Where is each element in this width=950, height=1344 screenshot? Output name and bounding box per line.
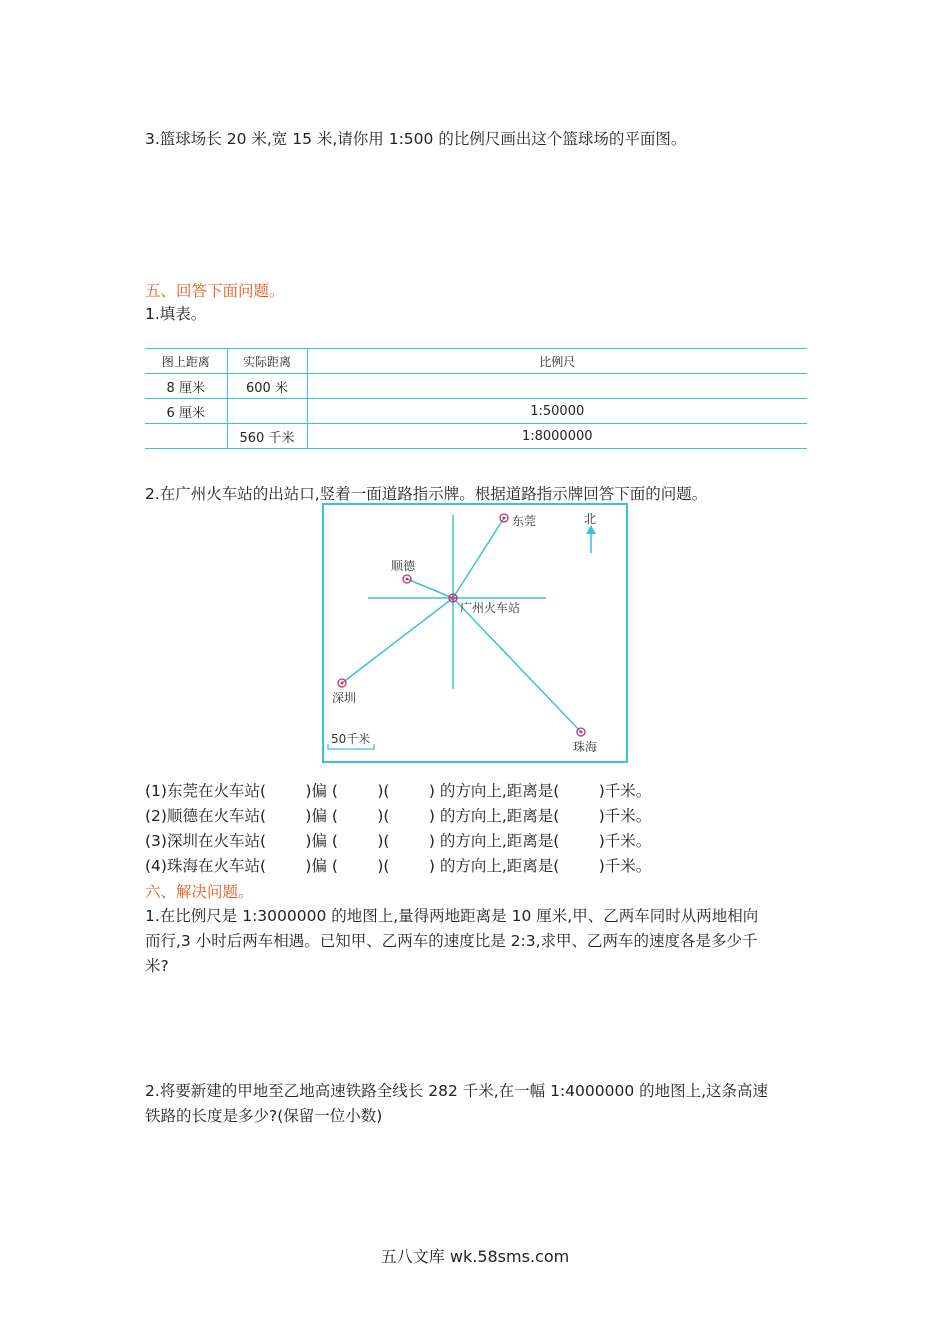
table-row xyxy=(145,399,807,424)
map-border xyxy=(323,504,627,762)
table-cell: 560 千米 xyxy=(227,424,307,449)
table-cell: 1:50000 xyxy=(307,399,807,424)
table-cell: 6 厘米 xyxy=(145,399,227,424)
map-question-1: (1)东莞在火车站( )偏 ( )( ) 的方向上,距离是( )千米。 xyxy=(145,782,652,800)
table-header-cell: 实际距离 xyxy=(227,349,307,374)
map-question-2: (2)顺德在火车站( )偏 ( )( ) 的方向上,距离是( )千米。 xyxy=(145,807,652,825)
table-header-row xyxy=(145,349,807,374)
section-6-heading: 六、解决问题。 xyxy=(145,883,254,901)
section-5-question-1: 1.填表。 xyxy=(145,305,207,323)
fill-table xyxy=(145,348,807,449)
table-row xyxy=(145,374,807,399)
section-5-heading: 五、回答下面问题。 xyxy=(145,282,285,300)
table-row xyxy=(145,424,807,449)
footer-watermark: 五八文库 wk.58sms.com xyxy=(380,1247,570,1266)
table-cell xyxy=(227,399,307,424)
zhuhai-label: 珠海 xyxy=(573,740,598,754)
section-6-question-1-line-3: 米? xyxy=(145,957,169,975)
table-cell: 1:8000000 xyxy=(307,424,807,449)
station-label: 广州火车站 xyxy=(460,601,521,615)
shenzhen-label: 深圳 xyxy=(332,691,357,705)
table-header-cell: 比例尺 xyxy=(307,349,807,374)
table-header-cell: 图上距离 xyxy=(145,349,227,374)
table-cell xyxy=(145,424,227,449)
table-cell: 8 厘米 xyxy=(145,374,227,399)
section-5-question-2: 2.在广州火车站的出站口,竖着一面道路指示牌。根据道路指示牌回答下面的问题。 xyxy=(145,485,708,503)
road-sign-map xyxy=(322,503,628,763)
table-cell xyxy=(307,374,807,399)
section-6-question-2-line-1: 2.将要新建的甲地至乙地高速铁路全线长 282 千米,在一幅 1:4000000 的地图上,这条高速 xyxy=(145,1082,769,1100)
scale-label: 50千米 xyxy=(331,732,371,746)
map-question-4: (4)珠海在火车站( )偏 ( )( ) 的方向上,距离是( )千米。 xyxy=(145,857,652,875)
map-question-3: (3)深圳在火车站( )偏 ( )( ) 的方向上,距离是( )千米。 xyxy=(145,832,652,850)
dongguan-label: 东莞 xyxy=(512,514,537,528)
shunde-label: 顺德 xyxy=(391,559,416,573)
section-6-question-1-line-1: 1.在比例尺是 1:3000000 的地图上,量得两地距离是 10 厘米,甲、乙两车同时从两地相向 xyxy=(145,907,759,925)
section-6-question-1-line-2: 而行,3 小时后两车相遇。已知甲、乙两车的速度比是 2:3,求甲、乙两车的速度各是多少千 xyxy=(145,932,758,950)
section-6-question-2-line-2: 铁路的长度是多少?(保留一位小数) xyxy=(145,1107,383,1125)
north-label: 北 xyxy=(584,512,597,526)
table-cell: 600 米 xyxy=(227,374,307,399)
question-3: 3.篮球场长 20 米,宽 15 米,请你用 1:500 的比例尺画出这个篮球场的平面图。 xyxy=(145,130,687,148)
